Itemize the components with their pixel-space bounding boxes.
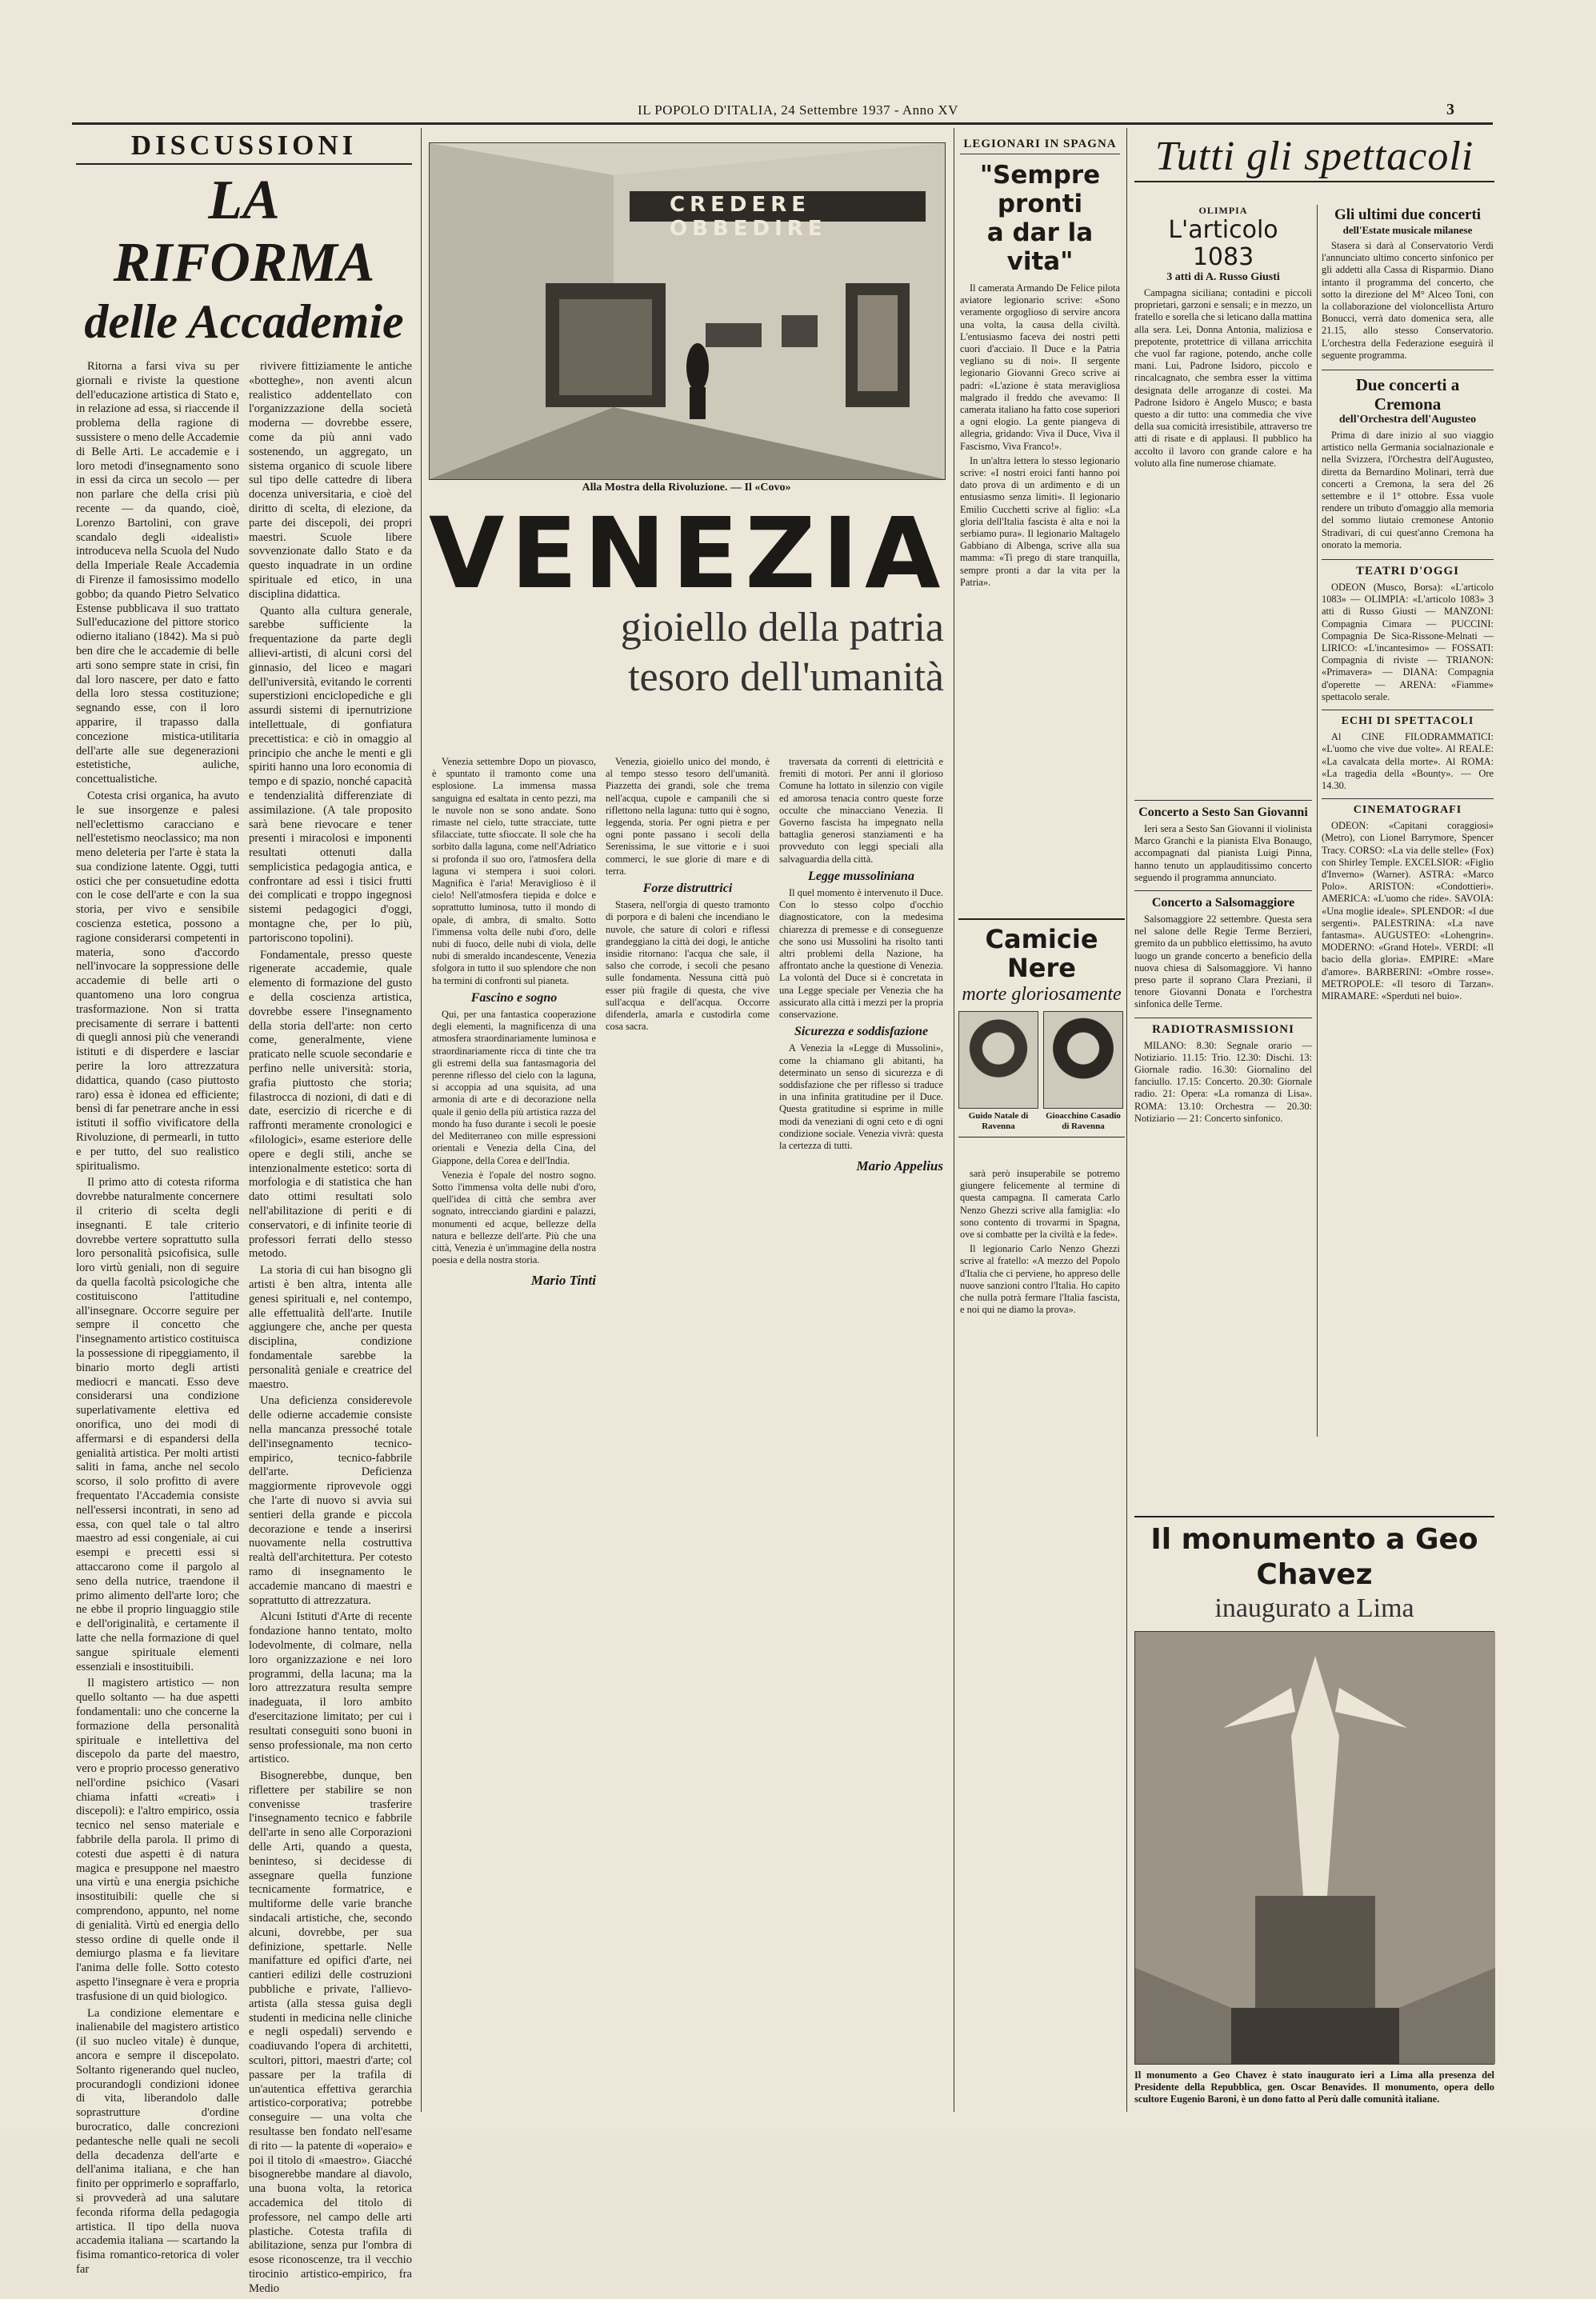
cremona-text: [1322, 430, 1494, 551]
theatre-label: OLIMPIA: [1198, 205, 1248, 216]
paragraph: rivivere fittiziamente le antiche «botteghe», non aventi alcun realistico addentellato con l'organizzazione della società moderna — dovrebbe essere, come da più anni vado sostenendo, un aggregato, un sistema organico di scuole libere sul tipo delle cattedre di libera docenza universitaria, e cioè del diritto di scelta, di elezione, da parte dei discepoli, dei propri maestri. Scuole libere sovvenzionate dallo Stato e da questo inquadrate in un ordine spirituale ed etico, in una disciplina didattica.: [249, 360, 412, 601]
venezia-headline-block: [429, 497, 947, 752]
paragraph: Il legionario Carlo Nenzo Ghezzi scrive al fratello: «A mezzo del Popolo d'Italia che ci perviene, ho appreso delle nuove sanzioni contro l'Italia. Ho capito che nulla potrà fermare l'Italia fascista, e noi qui ne diamo la prova».: [960, 1243, 1120, 1316]
headline-salso: Concerto a Salsomaggiore: [1134, 890, 1312, 910]
paragraph: Ritorna a farsi viva su per giornali e riviste la questione dell'educazione artistica di Stato e, in relazione ad essa, si riaccende il problema della ragione di sussistere o meno delle Accademie di Belle Arti. Le accademie e i loro metodi d'insegnamento sono in essi da circa un secolo — per non parlare che della crisi più recente — da quando, cioè, Lorenzo Bartolini, con grave scandalo degli «idealisti» introduceva nella Scuola del Nudo della Imperiale Reale Accademia di Firenze il famosissimo modello gobbo; da quando Pietro Selvatico Estense pubblicava il suo trattato Sull'educazione del pittore storico odierno italiano (1842). Ma si può ben dire che le accademie di belle arti sono sempre state in crisi, fin dal loro nascere, per dato e fatto della loro stessa costituzione; segnando esse, con il loro apparire, il trapasso dalla concezione mistica-utilitaria dell'arte alle sue degenerazioni estetistiche, auliche, concettualistiche.: [76, 360, 239, 786]
subhead-augusteo: dell'Orchestra dell'Augusteo: [1338, 414, 1477, 426]
paragraph: sarà però insuperabile se potremo giungere felicemente al termine di questa campagna. Il camerata Carlo Nenzo Ghezzi scrive alla famiglia: «Io sono contento di trovarmi in Spagna, ove si combatte per la civiltà e la fede».: [960, 1168, 1120, 1241]
paragraph: Stasera, nell'orgia di questo tramonto di porpora e di baleni che incendiano le nuvole, che sature di colori e riflessi grandeggiano la città dei dogi, le antiche insidie ritornano: l'acqua che sale, il salso che corrode, i secoli che pesano sulle fondamenta. Nessuna città può esser più fragile di questa, che vive sull'acqua e dell'acqua. Occorre difenderla, amarla e custodirla come cosa sacra.: [606, 899, 770, 1033]
paragraph: traversata da correnti di elettricità e fremiti di motori. Per anni il glorioso Comune ha lottato in silenzio con vigile ed amorosa tenacia contro queste forze occulte che minacciano Venezia. Il Governo fascista ha impegnato nella battaglia generosi stanziamenti e ha provveduto con leggi speciali alla salvaguardia della città.: [779, 756, 943, 865]
subhead-russo-giusti: 3 atti di A. Russo Giusti: [1166, 271, 1280, 283]
headline-teatri: TEATRI D'OGGI: [1322, 559, 1494, 578]
portrait-photo: [1043, 1011, 1123, 1109]
paragraph: Cotesta crisi organica, ha avuto le sue insorgenze e palesi nell'eclettismo caracciano e nell'estetismo neoclassico; ma non meno deleteria per l'arte è stata la sua condizione latente. Oggi, tutti ostici che per consuetudine edotta con le cose dell'arte e con la sua storia, per vivo e sensibile coscienza estetica, possono a ragione considerarsi competenti in materia, sono d'accordo nell'invocare la soppressione delle accademie di belle arti o quantomeno una loro congrua trasformazione. Non si tratta precisamente di serrare i battenti di quegli annosi più che venerandi istituti e di disperdere e lasciar perire la loro attrezzatura didattica, quando (caso piuttosto raro) essa è idonea ed efficiente; bensì di far penetrare anche in essi istituti il soffio vivificatore della Rivoluzione, di permearli, in tutto e per tutto, del suo realistico spiritualismo.: [76, 789, 239, 1173]
photo-sign-text: CREDERE OBBEDIRE: [670, 193, 827, 241]
headline-spettacoli: Tutti gli spettacoli: [1134, 133, 1494, 182]
paragraph: La condizione elementare e inalienabile del magistero artistico (il suo nucleo vitale) è dunque, ancora e sempre il discepolato. Soltanto rigenerando quel nucleo, procurandogli condizioni idonee di vita, liberandolo dalle soprastrutture d'ordine burocratico, dalle concrezioni pedantesche nelle quali ne secoli della decadenza dell'arte e dell'anima italiana, e che han finito per opprimerlo e sopraffarlo, si provvederà ad una salutare feconda riforma della pedagogia artistica. Il tipo della nuova accademia italiana — scartando la fisima romantico-retorica di voler far: [76, 2006, 239, 2276]
salso-text: [1134, 914, 1312, 1011]
paragraph: A Venezia la «Legge di Mussolini», come la chiamano gli abitanti, ha determinato un senso di sicurezza e di soddisfazione che per riflesso si traduce in una infinita gratitudine per il Duce. Questa gratitudine si esprime in mille modi da veneziani di ogni ceto e di ogni condizione sociale. Venezia vivrà: questa la certezza di tutti.: [779, 1042, 943, 1152]
venezia-col-b: [606, 756, 770, 1287]
portrait-photo: [958, 1011, 1038, 1109]
paragraph: Una deficienza considerevole delle odierne accademie consiste nella mancanza pressoché totale dell'insegnamento tecnico-empirico, tecnico-fabbrile dell'arte. Deficienza maggiormente riprovevole oggi che l'arte di nuovo si avvia sui sentieri della grande e piccola decorazione e tende a inserirsi nuovamente nella costruttiva realtà dell'architettura. Per cotesto ramo di insegnamento le accademie mancano di maestri e soprattutto di attrezzatura.: [249, 1394, 412, 1607]
subhead-fascino: Fascino e sogno: [470, 990, 558, 1005]
subhead-gioiello: gioiello della patria: [620, 605, 944, 650]
article-legionari: [960, 138, 1120, 591]
headline-articolo: L'articolo 1083: [1168, 216, 1278, 271]
paragraph: Campagna siciliana; contadini e piccoli proprietari, garzoni e sensali; e in mezzo, un fratello e sorella che si leticano dalla mattina alla sera. Lei, Donna Antonia, maliziosa e prepotente, protettrice di villana arricchita che vuol far ragione, potendo, anche colle mani. Lui, Padrone Isidoro, piccolo e rincalcagnato, che sembra esser la vittima designata delle arroganze di costei. Ma Padrone Isidoro è Angelo Musco; e basta questo a dir tutto: una commedia che vive della sua comicità irresistibile, attraverso tre atti di risate e di applausi. Il pubblico ha accolto il lavoro con grande calore e ha voluto alla fine numerose chiamate.: [1134, 287, 1312, 469]
signature-appelius: Mario Appelius: [856, 1158, 943, 1174]
headline-sempre-pronti: "Sempre pronti: [979, 161, 1101, 218]
headline-venezia: VENEZIA: [429, 497, 947, 610]
paragraph: Il quel momento è intervenuto il Duce. Con lo stesso colpo d'occhio diagnosticatore, con la medesima chiarezza di premesse e di conseguenze che sono usi Mussolini ha risolto tanti altri problemi della Nazione, ha affrontato anche la questione di Venezia. La volontà del Duce si è concretata in una Legge speciale per Venezia che ha assicurato alla città i mezzi per la propria conservazione.: [779, 887, 943, 1021]
article-riforma: [76, 130, 412, 2299]
paragraph: Stasera si darà al Conservatorio Verdi l'annunciato ultimo concerto sinfonico per gli addetti alla Cassa di Risparmio. Diano intanto il programma del concerto, che sotto la direzione del M° Alceo Toni, con la collaborazione del violoncellista Arturo Bonucci, verrà dato domenica sera, alle 21.15, allo stesso Conservatorio. L'orchestra della Federazione eseguirà il seguente programma.: [1322, 240, 1494, 361]
riforma-col-b: [249, 360, 412, 2299]
subhead-legge: Legge mussoliniana: [808, 869, 914, 883]
subhead-tesoro: tesoro dell'umanità: [628, 654, 944, 700]
sesto-text: [1134, 823, 1312, 884]
headline-cremona: Due concerti a Cremona: [1322, 370, 1494, 414]
paragraph: Ieri sera a Sesto San Giovanni il violinista Marco Granchi e la pianista Elva Bonaugo, accompagnati dal pianista Luigi Pinna, hanno tenuto un applauditissimo concerto seguendo il programma annunciato.: [1134, 823, 1312, 883]
venezia-col-a: [432, 756, 596, 1287]
paragraph: Fondamentale, presso queste rigenerate accademie, quale elemento di formazione del gusto e della coscienza artistica, dovrebbe essere l'insegnamento della storia dell'arte: non certo come, generalmente, viene praticato nelle scuole secondarie e perfino nelle università: storia, grafia piuttosto che storia; filastrocca di nozioni, di dati e di date, esercizio di ricerche e di raffronti meramente cronologici e «filologici», esame esteriore delle opere e degli stili, anche se intenzionalmente estetico: sorta di morfologia e di statistica che han dato ottimi resultati solo nell'abilitazione di periti e di conservatori, e di infinite teorie di professori ferrati dello stesso metodo.: [249, 948, 412, 1261]
article-concerti: [1322, 206, 1494, 1005]
paragraph: Il primo atto di cotesta riforma dovrebbe naturalmente concernere il criterio di scelta degli insegnanti. E tale criterio dovrebbe vertere soprattutto sulla loro personalità psicofisica, sulle loro virtù geniali, non di seguire da quella facoltà psicologiche che costituiscono l'attitudine all'insegnare. Occorre seguire per sempre il concetto che l'insegnamento artistico costituisca la possessione di ripeggiamento, il binario morto degli artisti mediocri e mancati. Esso deve considerarsi una condizione superlativamente elettiva ed onorifica, uno dei modi di affermarsi e di espandersi della genialità artistica. Per molti artisti saliti in fama, anche nel secolo scorso, il solo profitto di avere frequentato l'Accademia consiste nell'essersi incontrati, in seno ad essa, con quel tale o tal altro maestro ad essi congeniale, ai cui esempi e precetti essi si attaccarono come il pargolo al seno della nutrice, traendone il primo alimento dell'arte loro; che ne ebbe il proprio linguaggio stile e dell'originalità, e certamente il latte che nella formazione di quel sangue spirituale elementi essenziali e insostituibili.: [76, 1176, 239, 1673]
subhead-estate: dell'Estate musicale milanese: [1342, 224, 1473, 236]
subhead-lima: inaugurato a Lima: [1214, 1593, 1414, 1623]
masthead-rule: [72, 122, 1493, 125]
concerti-text: [1322, 240, 1494, 362]
venezia-col-c: [779, 756, 943, 1287]
photo-mostra-rivoluzione: [429, 142, 946, 480]
paragraph: Salsomaggiore 22 settembre. Questa sera nel salone delle Regie Terme Berzieri, gremito da un pubblico elettissimo, ha avuto luogo un grande concerto a beneficio della nuova chiesa di Salsomaggiore. Vi hanno preso parte il soprano Clara Preziani, il tenore Giovanni Donata e l'orchestra sinfonica delle Terme.: [1134, 914, 1312, 1010]
column-rule: [421, 128, 422, 2112]
signature-tinti: Mario Tinti: [530, 1273, 596, 1289]
headline-ultimi-concerti: Gli ultimi due concerti: [1334, 206, 1482, 223]
radio-text: [1134, 1040, 1312, 1125]
paragraph: Alcuni Istituti d'Arte di recente fondazione hanno tentato, molto lodevolmente, di colmare, nella loro organizzazione e nei loro programmi, della lacuna; ma la loro attrezzatura resulta sempre inadeguata, il loro ambito d'esercitazione limitato; per cui i resultati conseguiti sono buoni in senso professionale, ma non certo artistico.: [249, 1610, 412, 1766]
paragraph: Venezia, gioiello unico del mondo, è al tempo stesso tesoro dell'umanità. Piazzetta dei grandi, sole che trema nell'acqua, cupole e campanili che si riflettono nella laguna: tutto qui è sogno, leggenda, storia. Per ogni pietra e per ogni ponte passano i secoli della Serenissima, le sue vittorie e i suoi commerci, le sue glorie di mare e di terra.: [606, 756, 770, 877]
olimpia-text: [1134, 287, 1312, 470]
page-number: 3: [1446, 101, 1454, 118]
paragraph: Il camerata Armando De Felice pilota aviatore legionario scrive: «Sono veramente orgoglioso di servire ancora una volta, la causa della civiltà. L'entusiasmo faceva dei nostri petti cuori d'acciaio. Il Duce e la Patria vegliano su di noi». Il sergente legionario Giovanni Greco scrive ai padri: «L'azione è stata meravigliosa malgrado il freddo che avevamo: Il camerata italiano ha fatto cose superiori a ogni elogio. La gente piangeva di allegria, gridando: Viva il Duce, Viva il Fascismo, Viva Franco!».: [960, 282, 1120, 452]
section-spettacoli: [1134, 133, 1494, 182]
portrait-caption: Guido Natale di Ravenna: [968, 1111, 1029, 1131]
portrait-caption: Gioacchino Casadio di Ravenna: [1046, 1111, 1121, 1131]
photo-caption-geo: Il monumento a Geo Chavez è stato inaugurato ieri a Lima alla presenza del Presidente della Repubblica, gen. Oscar Benavides. Il monumento, opera dello scultore Eugenio Baroni, è un dono fatto al Perù dalle comunità italiane.: [1134, 2069, 1494, 2105]
paragraph: Il magistero artistico — non quello soltanto — ha due aspetti fondamentali: uno che concerne la formazione della personalità spirituale e intellettiva del discepolo da parte del maestro, vero e proprio processo generativo nell'ordine psichico (Vasari chiama infatti «creati» i discepoli): e l'altro empirico, ossia tecnico nel senso materiale e fabbrile della parola. Il primo di cotesti due aspetti è di natura magica e presuppone nel maestro una virtù e una energia psichiche insostituibili: quelle che si comprendono, appunto, nel nome di genialità. Virtù ed energia dello stesso ordine di quelle onde il demiurgo plasma e fa lievitare l'anima delle folle. Sotto cotesto aspetto l'insegnare è vera e propria trasfusione di un quid biologico.: [76, 1677, 239, 2003]
kicker-discussioni: DISCUSSIONI: [76, 130, 412, 165]
paragraph: In un'altra lettera lo stesso legionario scrive: «I nostri eroici fanti hanno poi dato prova di un ardimento e di un entusiasmo senza limiti». Il legionario Emilio Cucchetti scrive al figlio: «La gloria dell'Italia fascista è alta e noi la serbiamo pura». Il legionario Maltagelo Gabbiano di Albenga, scrive alla sua mamma: «Ti prego di stare tranquilla, sempre pronti a dar la vita per la Patria».: [960, 454, 1120, 588]
paragraph: Al CINE FILODRAMMATICI: «L'uomo che vive due volte». Al REALE: «La cavalcata della morte». Al ROMA: «La tragedia della «Bounty». — Ore 14.30.: [1322, 731, 1494, 791]
headline-accademie: delle Accademie: [84, 295, 404, 348]
subhead-forze: Forze distruttrici: [642, 882, 733, 896]
column-rule: [1126, 128, 1127, 2112]
paragraph: Venezia settembre Dopo un piovasco, è spuntato il tramonto come una esplosione. La immensa massa sanguigna ed esaltata in cento pezzi, ma le nuvole non se sono andate. Sono rimaste nel cielo, tutte stracciate, tutte sfilacciate, tutte sfioccate. Il sole che ha sorbito dalla laguna, come nell'Adriatico si profonda il suo oro, l'atmosfera della laguna vi stempera i suoi colori. Magnifica è l'aria! Meraviglioso è il cielo! Nell'atmosfera tiepida e dolce e soprattutto luminosa, tutto il mondo di opale, di ambra, di smalto. Sotto l'immensa volta delle nubi d'oro, delle nubi di fuoco, delle nubi di viola, delle nubi di smeraldo incandescente, Venezia sfolgora in tutto il suo splendore che non ha termini di confronti sul pianeta.: [432, 756, 596, 986]
subhead-sicurezza: Sicurezza e soddisfazione: [794, 1025, 929, 1039]
riforma-col-a: [76, 360, 239, 2299]
headline-camicie-nere: Camicie Nere: [985, 924, 1098, 983]
paragraph: MILANO: 8.30: Segnale orario — Notiziario. 11.15: Trio. 12.30: Dischi. 13: Giornale radio. 16.30: Giornalino del fanciullo. 17.15: Concerto. 20.30: Giornale radio. 21: Opera: «La romanza di Lisa». ROMA: 13.10: Orchestra — 20.30: Notiziario — 21: Concerto sinfonico.: [1134, 1039, 1312, 1124]
portrait-card: [1043, 1011, 1123, 1132]
paragraph: ODEON: «Capitani coraggiosi» (Metro), con Lionel Barrymore, Spencer Tracy. CORSO: «La via delle stelle» (Fox) con Shirley Temple. EXCELSIOR: «Figlio d'Inverno» (Warner). ASTRA: «Marco Polo». ARISTON: «Condottieri». AMERICA: «L'uomo che ride». SAVOIA: «Una moglie ideale». SPLENDOR: «I due sergenti». PALESTRINA: «La nave fantasma». AUGUSTEO: «Lohengrin». MODERNO: «Grand Hotel». VERDI: «Il bacio della gloria». EMPIRE: «Mare d'amore». BARBERINI: «Ombre rosse». METROPOLE: «Il tesoro di Tarzan». MIRAMARE: «Sperduti nel buio».: [1322, 820, 1494, 1002]
headline-riforma: LA RIFORMA: [113, 170, 375, 294]
headline-radio: RADIOTRASMISSIONI: [1134, 1018, 1312, 1037]
paragraph: Bisognerebbe, dunque, ben riflettere per stabilire se non convenisse trasferire l'insegnamento tecnico e fabbrile dell'arte in seno alle Corporazioni delle Arti, quando a questa, beninteso, si decidesse di assegnare quella funzione tecnicamente formatrice, e multiforme delle varie branche sindacali artistiche, che, secondo alcuni, dovrebbe, per sua definizione, spettarle. Nelle manifatture ed opifici d'arte, nei cantieri edilizi delle costruzioni pubbliche e private, l'allievo-artista (alla stessa guisa degli studenti in medicina nelle cliniche e negli ospedali) servendo e coadiuvando l'opera di architetti, scultori, pittori, maestri d'arte; col passare per la trafila di un'autentica effettiva gerarchia artistico-corporativa; potrebbe conseguire — una volta che resultasse ben fondato nell'esame di rito — la patente di «operaio» e poi il titolo di «maestro». Giacché bisognerebbe mandare al diavolo, una buona volta, la retorica accademica del titolo di professore, nel campo delle arti plastiche. Cotesta trafila di abilitazione, senza pur l'ombra di esose riconoscenze, tra il vecchio tirocinio artistico-empirico, fra Medio: [249, 1769, 412, 2295]
photo-caption: Alla Mostra della Rivoluzione. — Il «Covo»: [582, 482, 791, 494]
headline-echi: ECHI DI SPETTACOLI: [1322, 710, 1494, 728]
masthead-title: IL POPOLO D'ITALIA, 24 Settembre 1937 - Anno XV: [638, 102, 958, 118]
headline-cinematografi: CINEMATOGRAFI: [1322, 798, 1494, 817]
paragraph: Qui, per una fantastica cooperazione degli elementi, la magnificenza di una atmosfera straordinariamente luminosa e straordinariamente ricca di tinte che tra gli estremi della sua fantasmagoria del perenne riflesso del cielo con la laguna, si accoppia ad una squisita, ad una armonia di arte e di decorazione nella quale il genio della più artistica razza del mondo ha fuso durante i secoli le poesie del Mediterraneo con mille espressioni orientali e Venezia della Cina, del Giappone, della Corea e dell'India.: [432, 1009, 596, 1166]
echi-text: [1322, 731, 1494, 792]
portrait-card: [958, 1011, 1038, 1132]
paragraph: Quanto alla cultura generale, sarebbe sufficiente la frequentazione da parte degli allievi-artisti, di alcuni corsi del ginnasio, del liceo e magari dell'università, evitando le correnti superstizioni enciclopediche e gli assurdi sistemi di ipernutrizione intellettuale, di gonfiatura precettistica: e ciò in omaggio al principio che anche le menti e gli spiriti hanno una loro economia di tempo e di spazio, nonché capacità e tendenzialità differenziate di assimilazione. (A tale proposito sarà bene rievocare e tener presenti i miracolosi e imponenti resultati ottenuti dalla semplicistica pedagogia antica, e confrontare ad essi i tisici frutti dei complicati e troppo ingegnosi sistemi pedagogici d'oggi, montagne che, per lo più, partoriscono topolini).: [249, 604, 412, 945]
venezia-article: [432, 756, 944, 1287]
paragraph: Prima di dare inizio al suo viaggio artistico nella Germania socialnazionale e nella Svizzera, l'Orchestra dell'Augusteo, diretta da Bernardino Molinari, terrà due concerti a Cremona, la sera del 26 settembre e il 1° ottobre. Essa vuole rendere un tributo d'omaggio alla memoria del sommo liutaio cremonese Antonio Stradivari, di cui quest'anno Cremona ha onorato la memoria.: [1322, 430, 1494, 550]
column-rule: [1317, 205, 1318, 1437]
subhead-morte: morte gloriosamente: [962, 984, 1122, 1005]
headline-geo-chavez: Il monumento a Geo Chavez: [1150, 1523, 1478, 1591]
legionari-continued: [960, 1168, 1120, 1318]
article-sesto: [1134, 800, 1312, 1127]
photo-monumento: [1134, 1631, 1494, 2065]
legionari-text: [960, 282, 1120, 589]
paragraph: Venezia è l'opale del nostro sogno. Sotto l'immensa volta delle nubi d'oro, quell'idea di città che sembra aver sognato, intrecciando giardini e palazzi, monumenti ed acque, bellezze della natura e bellezze dell'arte. Più che una città, Venezia è un'immagine della nostra poesia e della nostra storia.: [432, 1169, 596, 1266]
box-camicie-nere: [958, 918, 1125, 1138]
paragraph: La storia di cui han bisogno gli artisti è ben altra, intenta alle genesi spirituali e, nel contempo, alle effettualità dell'arte. Inutile aggiungere che, anche per questa disciplina, condizione fondamentale sarebbe la personalità geniale e creatrice del maestro.: [249, 1264, 412, 1391]
cinema-text: [1322, 820, 1494, 1002]
kicker-legionari: LEGIONARI IN SPAGNA: [960, 138, 1120, 154]
headline-sesto: Concerto a Sesto San Giovanni: [1134, 800, 1312, 820]
article-geo-chavez: [1134, 1516, 1494, 2106]
monument-illustration: [1135, 1632, 1495, 2064]
article-olimpia: [1134, 205, 1312, 472]
paragraph: ODEON (Musco, Borsa): «L'articolo 1083» — OLIMPIA: «L'articolo 1083» 3 atti di Russo Giusti — MANZONI: Compagnia Cimara — PUCCINI: Compagnia De Sica-Rissone-Melnati — LIRICO: «L'incantesimo» — FOSSATI: Compagnia di riviste — TRIANON: «Primavera» — DIANA: Compagnia d'operette — ARENA: «Fiamme» spettacolo serale.: [1322, 582, 1494, 702]
headline-dar-la-vita: a dar la vita": [986, 218, 1094, 276]
teatri-text: [1322, 582, 1494, 703]
